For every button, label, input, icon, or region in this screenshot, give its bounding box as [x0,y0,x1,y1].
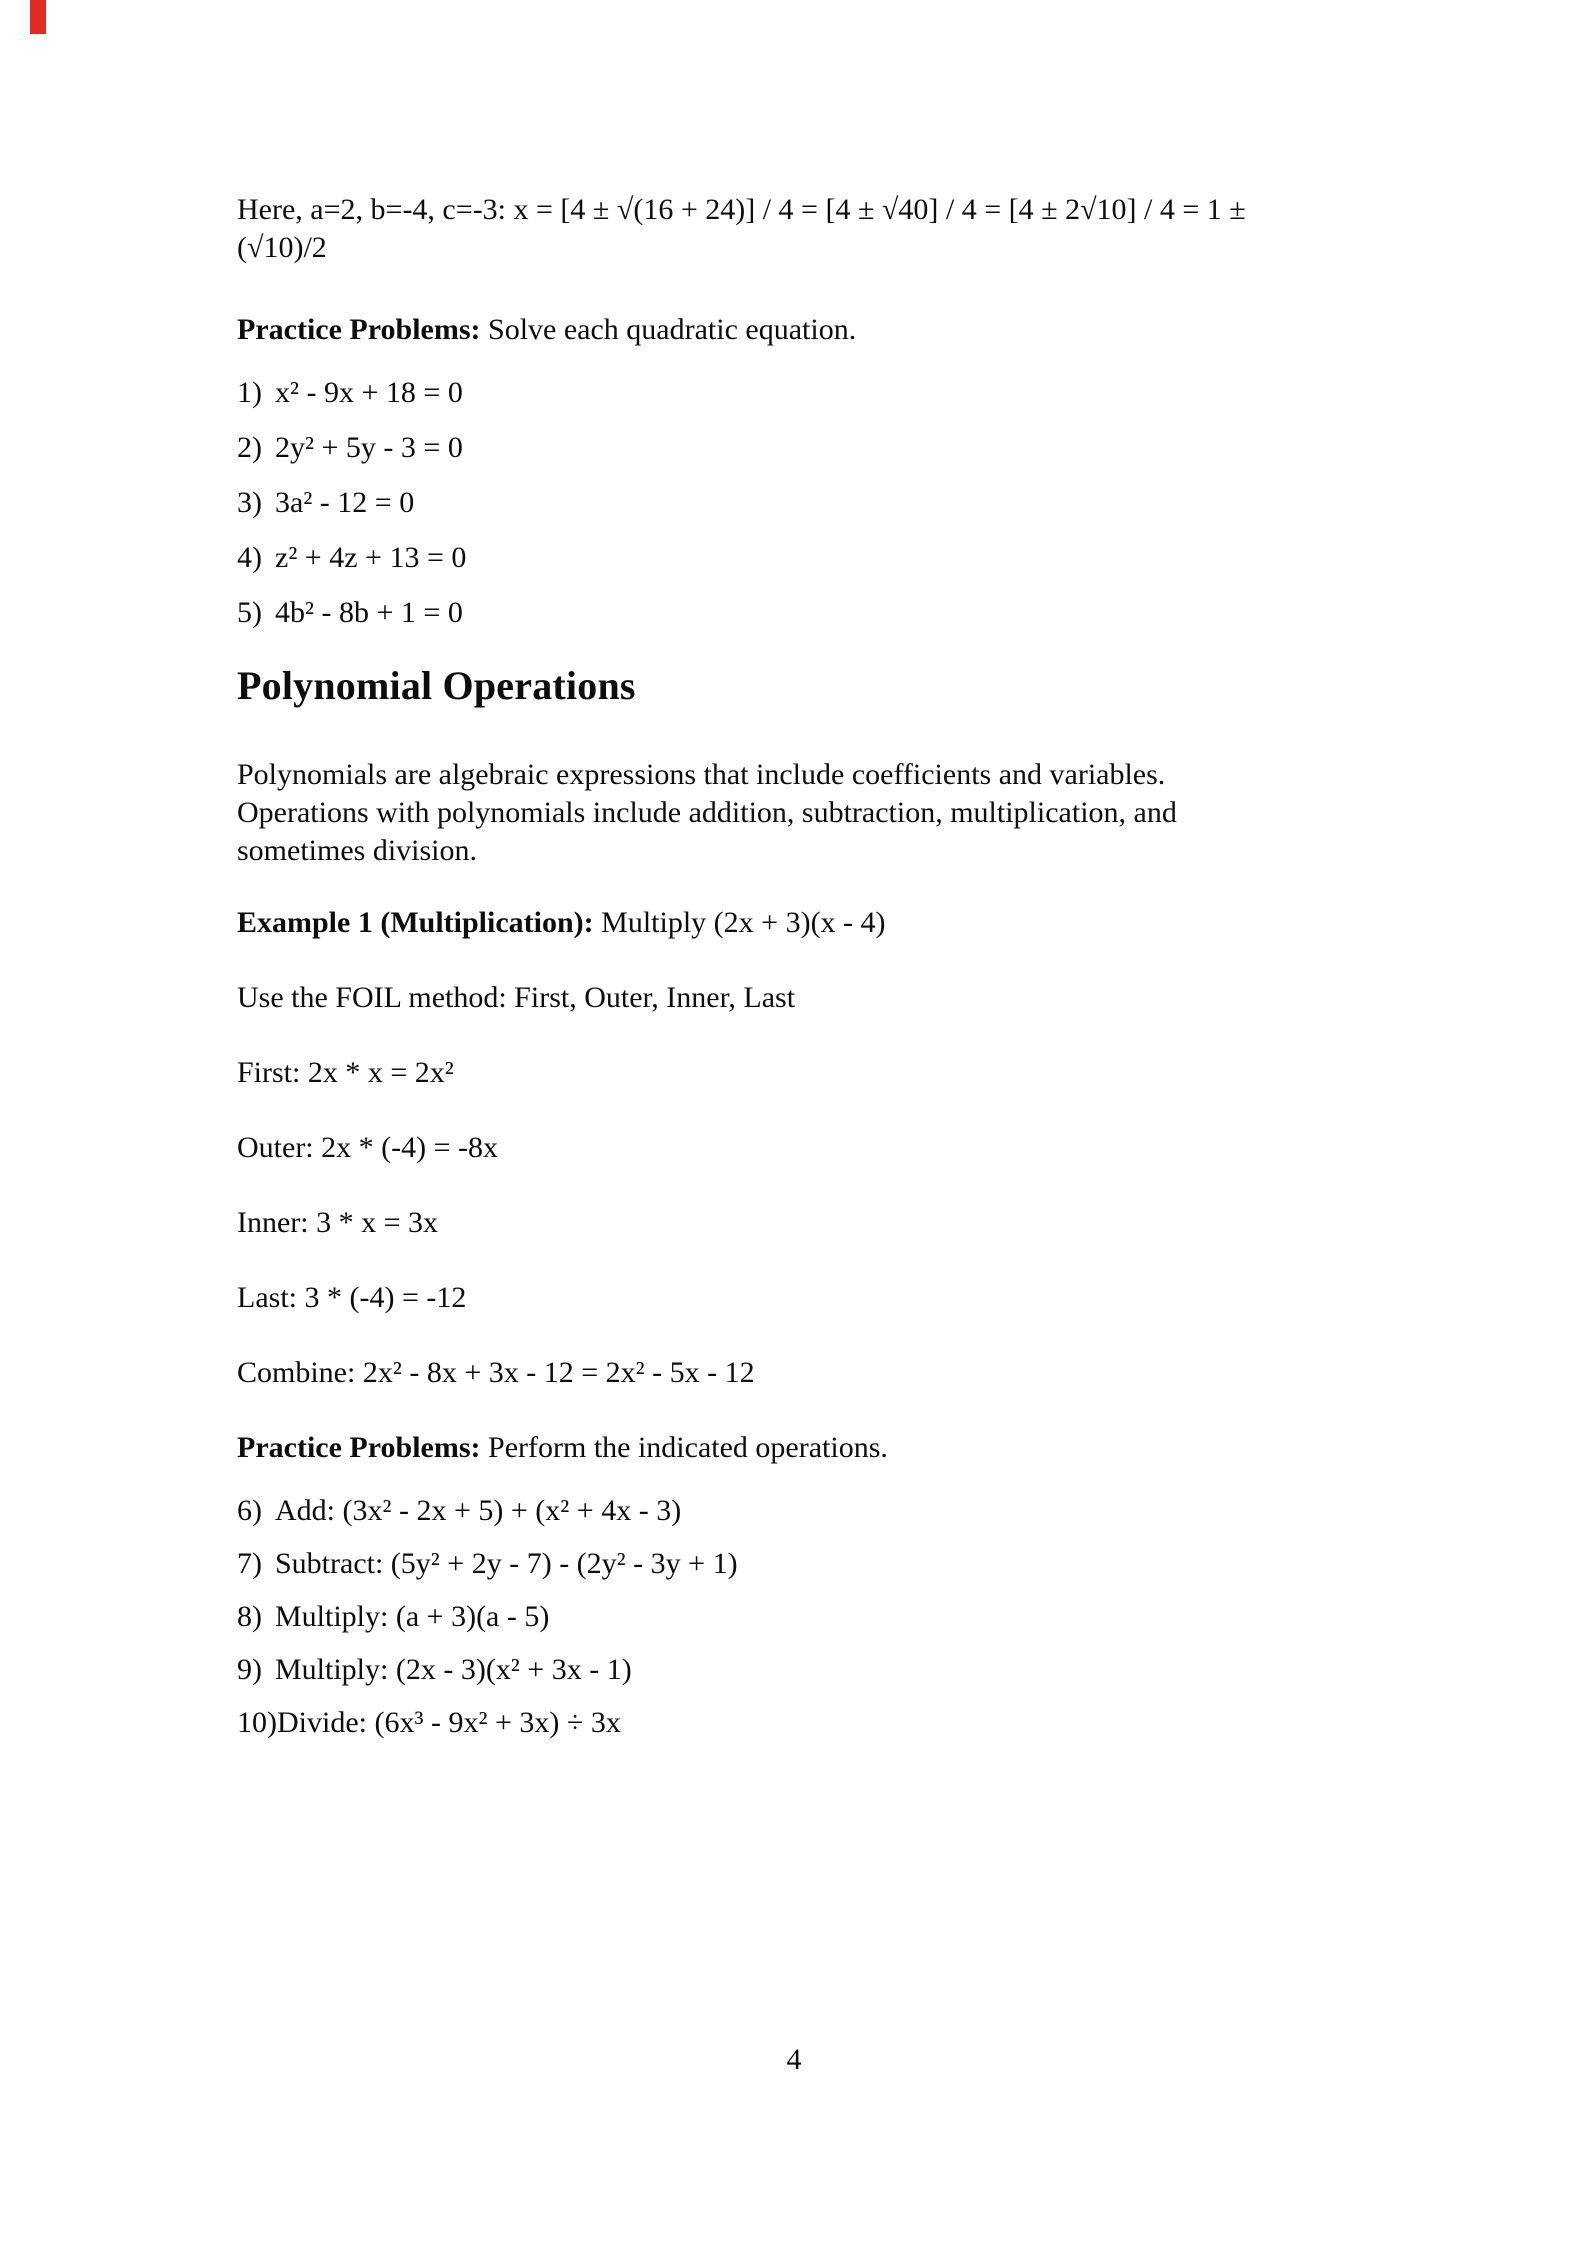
problem-number: 7) [237,1547,262,1580]
problem-number: 5) [237,596,262,629]
problem-text: Multiply: (2x - 3)(x² + 3x - 1) [275,1653,632,1686]
paragraph-line-1: Polynomials are algebraic expressions that include coefficients and variables. [237,758,1166,791]
foil-method-intro: Use the FOIL method: First, Outer, Inner, Last [237,981,796,1014]
problem-number: 10) [237,1706,277,1739]
page-number: 4 [786,2043,802,2076]
problem-text: Add: (3x² - 2x + 5) + (x² + 4x - 3) [275,1494,682,1527]
practice-problems-2-label: Practice Problems: [237,1431,481,1464]
foil-inner-step: Inner: 3 * x = 3x [237,1206,439,1239]
problem-item-7 [237,1545,1351,1583]
problem-number: 8) [237,1600,262,1633]
practice-problems-1-instruction: Solve each quadratic equation. [480,313,857,346]
polynomial-problems-list [237,1492,1351,1742]
problem-text: Multiply: (a + 3)(a - 5) [275,1600,550,1633]
paragraph-line-2: Operations with polynomials include addition, subtraction, multiplication, and [237,796,1177,829]
foil-outer-step: Outer: 2x * (-4) = -8x [237,1131,499,1164]
problem-number: 3) [237,486,262,519]
problem-text: z² + 4z + 13 = 0 [275,541,467,574]
paragraph-line-3: sometimes division. [237,834,477,867]
problem-item-5 [237,594,1351,632]
problem-item-9 [237,1651,1351,1689]
problem-text: 2y² + 5y - 3 = 0 [275,431,463,464]
practice-problems-1-label: Practice Problems: [237,313,481,346]
problem-text: 3a² - 12 = 0 [275,486,415,519]
page-content [237,191,1351,1757]
problem-item-2 [237,429,1351,467]
problem-item-4 [237,539,1351,577]
problem-item-8 [237,1598,1351,1636]
solution-line-1: Here, a=2, b=-4, c=-3: x = [4 ± √(16 + 24)] / 4 = [4 ± √40] / 4 = [4 ± 2√10] / 4 = 1 ± [237,193,1246,226]
problem-text: 4b² - 8b + 1 = 0 [275,596,463,629]
practice-problems-2-heading [237,1429,1351,1467]
problem-text: Subtract: (5y² + 2y - 7) - (2y² - 3y + 1) [275,1547,738,1580]
problem-text: Divide: (6x³ - 9x² + 3x) ÷ 3x [277,1706,621,1739]
red-marker [30,0,46,34]
problem-text: x² - 9x + 18 = 0 [275,376,463,409]
problem-item-6 [237,1492,1351,1530]
example-1-heading [237,904,1351,942]
foil-first-step: First: 2x * x = 2x² [237,1056,454,1089]
polynomial-intro-paragraph [237,756,1351,870]
problem-number: 4) [237,541,262,574]
problem-number: 9) [237,1653,262,1686]
problem-number: 6) [237,1494,262,1527]
problem-item-3 [237,484,1351,522]
problem-item-10 [237,1704,1351,1742]
foil-last-step: Last: 3 * (-4) = -12 [237,1281,467,1314]
solution-line-2: (√10)/2 [237,231,327,264]
example-1-text: Multiply (2x + 3)(x - 4) [593,906,886,939]
problem-item-1 [237,374,1351,412]
example-1-label: Example 1 (Multiplication): [237,906,594,939]
quadratic-problems-list [237,374,1351,632]
problem-number: 2) [237,431,262,464]
foil-combine-step: Combine: 2x² - 8x + 3x - 12 = 2x² - 5x - 12 [237,1356,755,1389]
problem-number: 1) [237,376,262,409]
practice-problems-1-heading [237,311,1351,349]
section-heading-polynomial-operations: Polynomial Operations [237,663,636,708]
practice-problems-2-instruction: Perform the indicated operations. [480,1431,888,1464]
quadratic-solution-text [237,191,1351,267]
